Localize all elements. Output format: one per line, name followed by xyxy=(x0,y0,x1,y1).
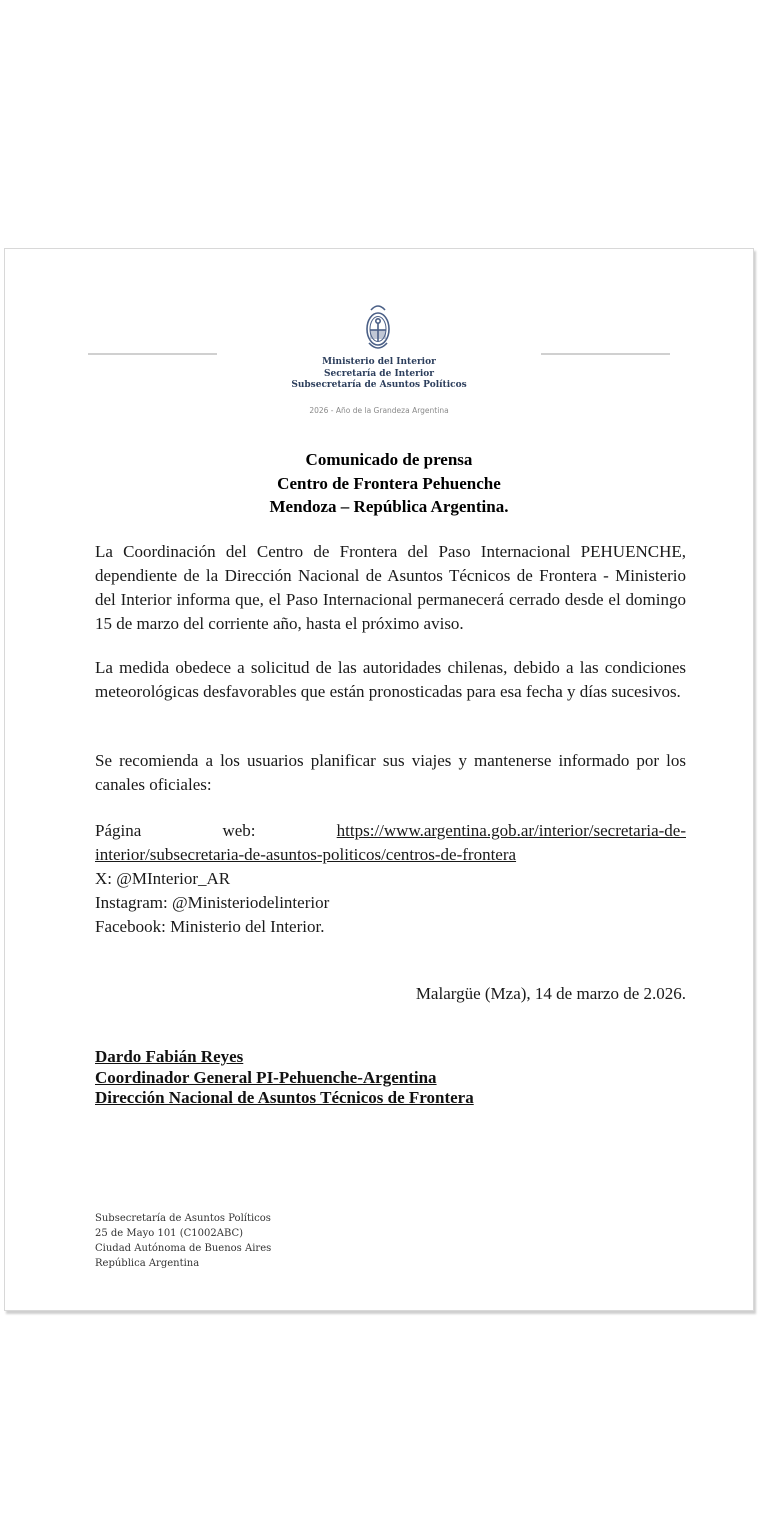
document-page xyxy=(4,248,754,1311)
footer-line-3: Ciudad Autónoma de Buenos Aires xyxy=(95,1243,272,1254)
footer-line-2: 25 de Mayo 101 (C1002ABC) xyxy=(95,1228,244,1239)
footer-line-1: Subsecretaría de Asuntos Políticos xyxy=(95,1213,271,1224)
instagram-handle: Instagram: @Ministeriodelinterior xyxy=(95,893,330,912)
official-channels xyxy=(95,819,686,939)
signer-title: Coordinador General PI-Pehuenche-Argentina xyxy=(95,1067,437,1087)
signature-block xyxy=(95,1047,474,1109)
paragraph-announcement: La Coordinación del Centro de Frontera del Paso Internacional PEHUENCHE, dependiente de la Dirección Nacional de Asuntos Técnicos de Frontera - Ministerio del Interior informa que, el Paso Internacional permanecerá cerrado desde el domingo 15 de marzo del corriente año, hasta el próximo aviso. xyxy=(95,542,686,633)
web-label-2: web: xyxy=(222,821,256,840)
web-line xyxy=(95,819,686,843)
date-line: Malargüe (Mza), 14 de marzo de 2.026. xyxy=(415,984,686,1003)
x-handle: X: @MInterior_AR xyxy=(95,869,231,888)
paragraph-reason: La medida obedece a solicitud de las autoridades chilenas, debido a las condiciones meteorológicas desfavorables que están pronosticadas para esa fecha y días sucesivos. xyxy=(95,658,686,701)
web-link-part-2[interactable]: interior/subsecretaria-de-asuntos-politicos/centros-de-frontera xyxy=(95,845,517,864)
paragraph-recommendation: Se recomienda a los usuarios planificar sus viajes y mantenerse informado por los canales oficiales: xyxy=(95,751,686,794)
title-line-2: Centro de Frontera Pehuenche xyxy=(277,473,501,493)
signer-name: Dardo Fabián Reyes xyxy=(95,1047,244,1066)
header-divider-left xyxy=(88,353,217,355)
title-line-3: Mendoza – República Argentina. xyxy=(269,497,509,516)
web-link-part-1[interactable]: https://www.argentina.gob.ar/interior/secretaria-de- xyxy=(336,821,686,840)
institution-subsecretariat: Subsecretaría de Asuntos Políticos xyxy=(291,380,467,390)
header-divider-right xyxy=(541,353,670,355)
institution-header xyxy=(5,357,753,392)
footer-line-4: República Argentina xyxy=(95,1258,200,1269)
institution-ministry: Ministerio del Interior xyxy=(322,357,436,367)
footer-address xyxy=(95,1211,271,1271)
coat-of-arms-icon xyxy=(360,301,396,357)
institution-secretariat: Secretaría de Interior xyxy=(324,368,434,379)
year-motto: 2026 - Año de la Grandeza Argentina xyxy=(309,406,449,415)
web-label-1: Página xyxy=(95,821,142,840)
title-line-1: Comunicado de prensa xyxy=(305,450,473,469)
press-release-title xyxy=(5,448,760,519)
signer-department: Dirección Nacional de Asuntos Técnicos de Frontera xyxy=(95,1088,474,1107)
facebook-page: Facebook: Ministerio del Interior. xyxy=(95,917,325,936)
